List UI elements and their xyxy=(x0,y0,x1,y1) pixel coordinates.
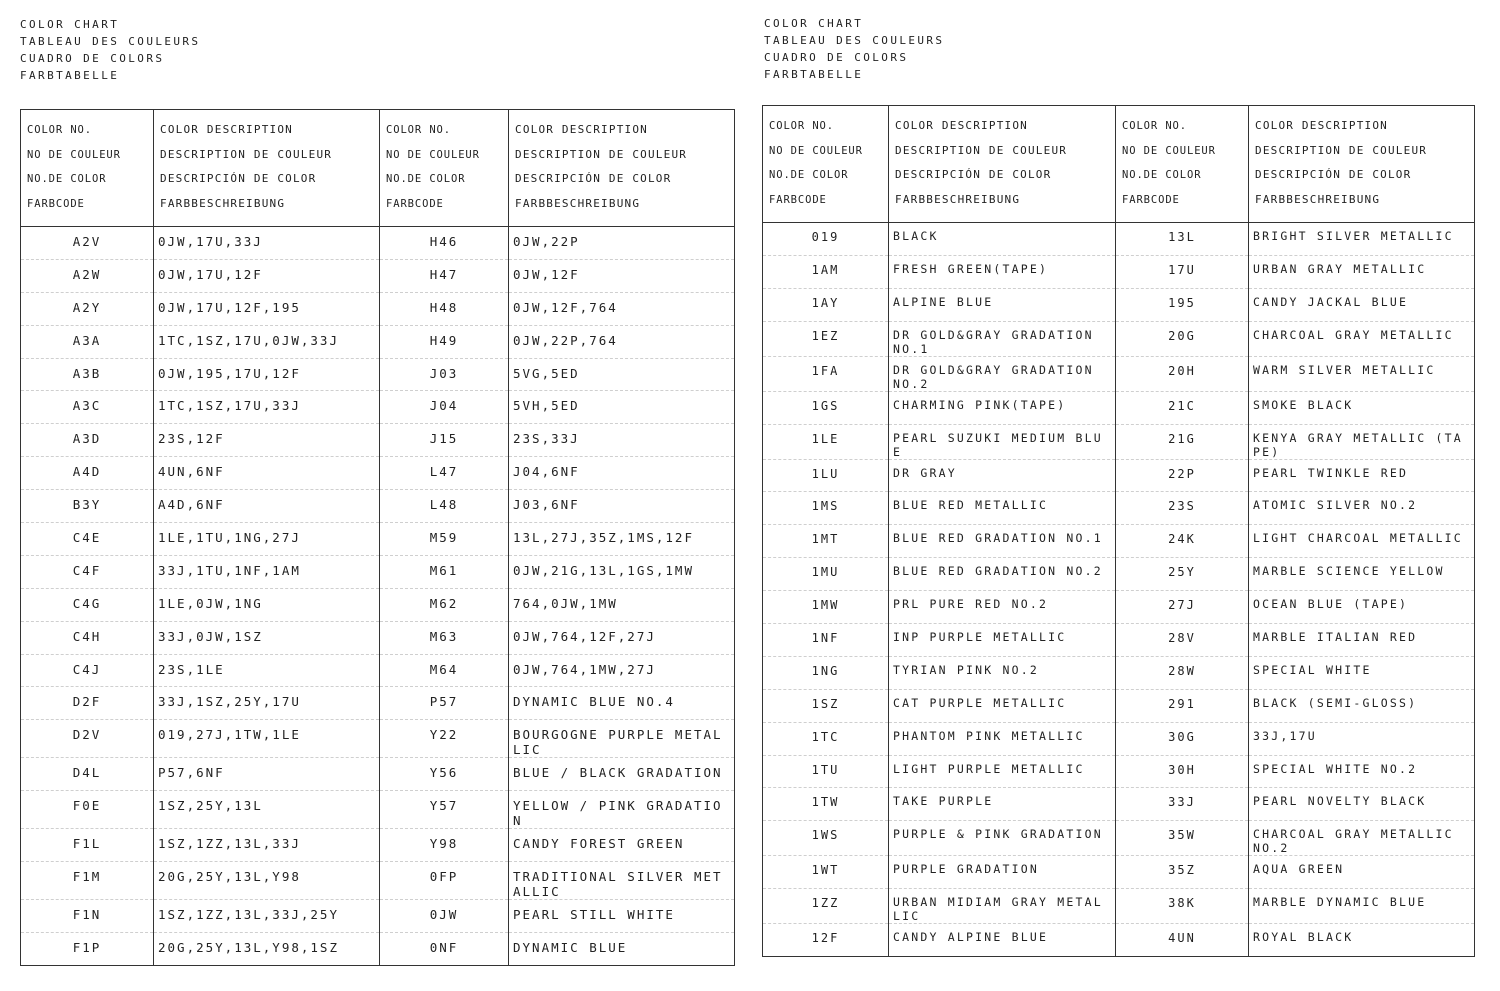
color-number-cell: 1AM xyxy=(763,255,889,288)
color-number-cell: C4F xyxy=(21,555,154,588)
color-number-cell: 1TU xyxy=(763,755,889,788)
color-description-header xyxy=(154,110,380,227)
color-number-cell: C4G xyxy=(21,588,154,621)
color-description-cell: 019,27J,1TW,1LE xyxy=(154,720,380,758)
color-description-cell: 0JW,12F xyxy=(509,259,735,292)
color-description-cell: SPECIAL WHITE NO.2 xyxy=(1249,755,1475,788)
color-description-cell: 13L,27J,35Z,1MS,12F xyxy=(509,523,735,556)
header-row xyxy=(763,106,1475,223)
color-number-cell: A3D xyxy=(21,424,154,457)
table-row xyxy=(763,558,1475,591)
color-number-cell: J04 xyxy=(380,391,509,424)
table-row xyxy=(21,490,735,523)
color-description-cell: 0JW,195,17U,12F xyxy=(154,358,380,391)
color-number-cell: 33J xyxy=(1116,788,1249,821)
table-row xyxy=(21,391,735,424)
table-row xyxy=(763,755,1475,788)
table-row xyxy=(21,259,735,292)
header-row xyxy=(21,110,735,227)
color-description-cell: SPECIAL WHITE xyxy=(1249,656,1475,689)
color-number-cell: D4L xyxy=(21,758,154,791)
color-number-cell: 35Z xyxy=(1116,856,1249,889)
color-description-cell: 0JW,764,1MW,27J xyxy=(509,654,735,687)
color-number-cell: J03 xyxy=(380,358,509,391)
color-number-cell: D2F xyxy=(21,687,154,720)
color-description-cell: 5VH,5ED xyxy=(509,391,735,424)
color-number-cell: 1NF xyxy=(763,624,889,657)
table-row xyxy=(763,288,1475,321)
chart-titles xyxy=(20,16,200,84)
header-line: NO DE COULEUR xyxy=(769,144,863,157)
color-description-cell: SMOKE BLACK xyxy=(1249,391,1475,424)
header-line: DESCRIPCIÓN DE COLOR xyxy=(895,168,1052,181)
color-number-cell: 21C xyxy=(1116,391,1249,424)
header-line: NO.DE COLOR xyxy=(27,173,107,185)
color-number-cell: M62 xyxy=(380,588,509,621)
color-description-cell: KENYA GRAY METALLIC (TAPE) xyxy=(1249,424,1475,459)
color-number-cell: 30H xyxy=(1116,755,1249,788)
color-number-cell: M64 xyxy=(380,654,509,687)
color-description-cell: 1SZ,1ZZ,13L,33J xyxy=(154,829,380,862)
header-line: DESCRIPTION DE COULEUR xyxy=(1255,143,1428,157)
color-number-cell: H47 xyxy=(380,259,509,292)
color-number-cell: A2V xyxy=(21,227,154,260)
table-row xyxy=(21,621,735,654)
table-row xyxy=(21,555,735,588)
color-description-cell: 33J,17U xyxy=(1249,722,1475,755)
color-number-cell: 35W xyxy=(1116,821,1249,856)
color-description-cell: FRESH GREEN(TAPE) xyxy=(889,255,1116,288)
header-line: NO.DE COLOR xyxy=(386,173,466,185)
color-description-cell: DR GOLD&GRAY GRADATION NO.2 xyxy=(889,356,1116,391)
color-description-cell: 4UN,6NF xyxy=(154,457,380,490)
color-description-cell: WARM SILVER METALLIC xyxy=(1249,356,1475,391)
color-number-header xyxy=(21,110,154,227)
color-description-cell: CAT PURPLE METALLIC xyxy=(889,689,1116,722)
color-number-cell: H49 xyxy=(380,325,509,358)
color-description-cell: TAKE PURPLE xyxy=(889,788,1116,821)
color-number-cell: D2V xyxy=(21,720,154,758)
table-row xyxy=(763,492,1475,525)
color-description-cell: DR GRAY xyxy=(889,459,1116,492)
color-description-cell: 1SZ,1ZZ,13L,33J,25Y xyxy=(154,900,380,933)
table-row xyxy=(763,591,1475,624)
color-number-cell: 019 xyxy=(763,223,889,256)
color-description-cell: BLUE / BLACK GRADATION xyxy=(509,758,735,791)
table-row xyxy=(21,424,735,457)
header-line: DESCRIPCIÓN DE COLOR xyxy=(1255,168,1412,181)
title-french: TABLEAU DES COULEURS xyxy=(764,34,945,47)
color-description-cell: AQUA GREEN xyxy=(1249,856,1475,889)
color-description-cell: 20G,25Y,13L,Y98,1SZ xyxy=(154,933,380,966)
color-number-header xyxy=(380,110,509,227)
color-description-cell: ROYAL BLACK xyxy=(1249,924,1475,957)
color-description-cell: PRL PURE RED NO.2 xyxy=(889,591,1116,624)
color-description-cell: TYRIAN PINK NO.2 xyxy=(889,656,1116,689)
color-description-cell: PEARL TWINKLE RED xyxy=(1249,459,1475,492)
color-description-cell: BRIGHT SILVER METALLIC xyxy=(1249,223,1475,256)
color-number-cell: 1TW xyxy=(763,788,889,821)
table-row xyxy=(763,722,1475,755)
table-row xyxy=(21,292,735,325)
color-description-cell: PEARL STILL WHITE xyxy=(509,900,735,933)
color-number-cell: 20G xyxy=(1116,321,1249,356)
color-description-cell: 33J,0JW,1SZ xyxy=(154,621,380,654)
color-description-cell: YELLOW / PINK GRADATION xyxy=(509,791,735,829)
color-number-cell: A2W xyxy=(21,259,154,292)
header-line: COLOR DESCRIPTION xyxy=(895,119,1028,132)
color-number-cell: B3Y xyxy=(21,490,154,523)
title-german: FARBTABELLE xyxy=(20,69,120,82)
table-row xyxy=(21,933,735,966)
color-number-cell: 1GS xyxy=(763,391,889,424)
color-number-cell: 30G xyxy=(1116,722,1249,755)
color-number-cell: 24K xyxy=(1116,525,1249,558)
color-description-cell: BLACK xyxy=(889,223,1116,256)
title-german: FARBTABELLE xyxy=(764,68,864,81)
color-description-cell: 1TC,1SZ,17U,33J xyxy=(154,391,380,424)
color-description-cell: 23S,33J xyxy=(509,424,735,457)
table-row xyxy=(21,457,735,490)
color-description-cell: 0JW,17U,12F xyxy=(154,259,380,292)
color-description-cell: URBAN GRAY METALLIC xyxy=(1249,255,1475,288)
table-row xyxy=(763,356,1475,391)
table-row xyxy=(763,656,1475,689)
color-description-cell: 0JW,22P xyxy=(509,227,735,260)
table-row xyxy=(21,758,735,791)
color-description-cell: A4D,6NF xyxy=(154,490,380,523)
table-row xyxy=(763,424,1475,459)
color-description-cell: J04,6NF xyxy=(509,457,735,490)
header-line: FARBCODE xyxy=(27,197,85,210)
header-line: COLOR NO. xyxy=(386,124,451,136)
color-number-cell: 195 xyxy=(1116,288,1249,321)
color-description-cell: 1SZ,25Y,13L xyxy=(154,791,380,829)
color-number-cell: 12F xyxy=(763,924,889,957)
color-number-cell: 1TC xyxy=(763,722,889,755)
table-row xyxy=(763,459,1475,492)
color-number-cell: 21G xyxy=(1116,424,1249,459)
table-row xyxy=(763,856,1475,889)
color-number-cell: 17U xyxy=(1116,255,1249,288)
color-number-cell: 1MU xyxy=(763,558,889,591)
color-description-cell: CHARCOAL GRAY METALLIC xyxy=(1249,321,1475,356)
table-row xyxy=(21,358,735,391)
table-row xyxy=(763,624,1475,657)
header-line: DESCRIPCIÓN DE COLOR xyxy=(515,172,672,185)
chart-titles xyxy=(764,15,944,83)
color-description-cell: TRADITIONAL SILVER METALLIC xyxy=(509,862,735,900)
color-description-cell: 23S,1LE xyxy=(154,654,380,687)
color-number-cell: 1LE xyxy=(763,424,889,459)
table-row xyxy=(763,889,1475,924)
color-number-cell: 13L xyxy=(1116,223,1249,256)
color-number-cell: 0NF xyxy=(380,933,509,966)
color-description-cell: PEARL SUZUKI MEDIUM BLUE xyxy=(889,424,1116,459)
color-description-cell: MARBLE DYNAMIC BLUE xyxy=(1249,889,1475,924)
color-number-cell: Y56 xyxy=(380,758,509,791)
header-line: DESCRIPTION DE COULEUR xyxy=(895,143,1068,157)
title-spanish: CUADRO DE COLORS xyxy=(764,51,909,64)
table-row xyxy=(21,687,735,720)
color-description-cell: LIGHT PURPLE METALLIC xyxy=(889,755,1116,788)
header-line: COLOR DESCRIPTION xyxy=(515,123,648,136)
table-row xyxy=(763,321,1475,356)
header-line: FARBCODE xyxy=(769,193,827,206)
header-line: NO DE COULEUR xyxy=(1122,144,1216,157)
table-row xyxy=(21,900,735,933)
color-description-cell: MARBLE SCIENCE YELLOW xyxy=(1249,558,1475,591)
header-line: FARBBESCHREIBUNG xyxy=(160,196,286,210)
color-description-cell: 0JW,17U,12F,195 xyxy=(154,292,380,325)
color-number-cell: C4E xyxy=(21,523,154,556)
color-description-cell: PURPLE & PINK GRADATION xyxy=(889,821,1116,856)
color-description-cell: OCEAN BLUE (TAPE) xyxy=(1249,591,1475,624)
color-number-cell: L48 xyxy=(380,490,509,523)
color-number-cell: F1P xyxy=(21,933,154,966)
color-description-cell: BOURGOGNE PURPLE METALLIC xyxy=(509,720,735,758)
color-number-cell: 28W xyxy=(1116,656,1249,689)
color-description-cell: PHANTOM PINK METALLIC xyxy=(889,722,1116,755)
color-description-cell: CANDY FOREST GREEN xyxy=(509,829,735,862)
header-line: FARBBESCHREIBUNG xyxy=(515,196,641,210)
color-number-cell: 1MW xyxy=(763,591,889,624)
color-description-cell: CANDY ALPINE BLUE xyxy=(889,924,1116,957)
color-description-cell: INP PURPLE METALLIC xyxy=(889,624,1116,657)
color-description-cell: 1LE,0JW,1NG xyxy=(154,588,380,621)
color-number-cell: 291 xyxy=(1116,689,1249,722)
table-row xyxy=(763,788,1475,821)
color-chart-table xyxy=(20,109,735,966)
color-number-cell: 1EZ xyxy=(763,321,889,356)
color-description-cell: BLUE RED METALLIC xyxy=(889,492,1116,525)
header-line: COLOR NO. xyxy=(1122,120,1187,132)
color-number-cell: 1SZ xyxy=(763,689,889,722)
color-number-cell: 1FA xyxy=(763,356,889,391)
header-line: FARBBESCHREIBUNG xyxy=(895,192,1021,206)
color-description-cell: MARBLE ITALIAN RED xyxy=(1249,624,1475,657)
title-french: TABLEAU DES COULEURS xyxy=(20,35,201,48)
table-row xyxy=(763,821,1475,856)
color-number-cell: L47 xyxy=(380,457,509,490)
color-number-cell: M63 xyxy=(380,621,509,654)
color-number-cell: J15 xyxy=(380,424,509,457)
color-description-cell: P57,6NF xyxy=(154,758,380,791)
color-description-cell: 0JW,21G,13L,1GS,1MW xyxy=(509,555,735,588)
color-number-header xyxy=(763,106,889,223)
color-description-cell: DYNAMIC BLUE xyxy=(509,933,735,966)
table-row xyxy=(763,223,1475,256)
header-line: DESCRIPTION DE COULEUR xyxy=(160,147,333,161)
table-row xyxy=(763,525,1475,558)
color-chart-table xyxy=(762,105,1475,957)
table-row xyxy=(21,720,735,758)
color-description-cell: 23S,12F xyxy=(154,424,380,457)
color-description-cell: PURPLE GRADATION xyxy=(889,856,1116,889)
color-description-cell: 764,0JW,1MW xyxy=(509,588,735,621)
color-description-cell: CHARMING PINK(TAPE) xyxy=(889,391,1116,424)
color-number-cell: 1MT xyxy=(763,525,889,558)
color-number-cell: C4J xyxy=(21,654,154,687)
header-line: FARBCODE xyxy=(386,197,444,210)
header-line: NO.DE COLOR xyxy=(1122,169,1202,181)
color-number-cell: F1L xyxy=(21,829,154,862)
table-row xyxy=(21,654,735,687)
color-number-cell: 1MS xyxy=(763,492,889,525)
color-description-cell: 33J,1SZ,25Y,17U xyxy=(154,687,380,720)
color-description-cell: CHARCOAL GRAY METALLIC NO.2 xyxy=(1249,821,1475,856)
table-row xyxy=(763,689,1475,722)
header-line: COLOR NO. xyxy=(769,120,834,132)
color-number-cell: H48 xyxy=(380,292,509,325)
color-description-cell: URBAN MIDIAM GRAY METALLIC xyxy=(889,889,1116,924)
color-number-cell: 1LU xyxy=(763,459,889,492)
color-number-cell: 0FP xyxy=(380,862,509,900)
table-row xyxy=(21,829,735,862)
color-number-cell: 22P xyxy=(1116,459,1249,492)
header-line: COLOR DESCRIPTION xyxy=(1255,119,1388,132)
color-number-cell: 4UN xyxy=(1116,924,1249,957)
color-number-cell: Y98 xyxy=(380,829,509,862)
table-row xyxy=(21,791,735,829)
color-description-cell: 5VG,5ED xyxy=(509,358,735,391)
color-description-cell: BLUE RED GRADATION NO.2 xyxy=(889,558,1116,591)
color-description-cell: BLACK (SEMI-GLOSS) xyxy=(1249,689,1475,722)
color-number-cell: A3C xyxy=(21,391,154,424)
color-number-cell: 28V xyxy=(1116,624,1249,657)
color-number-cell: 1NG xyxy=(763,656,889,689)
header-line: DESCRIPTION DE COULEUR xyxy=(515,147,688,161)
color-number-cell: F1M xyxy=(21,862,154,900)
header-line: NO DE COULEUR xyxy=(386,148,480,161)
color-number-header xyxy=(1116,106,1249,223)
color-description-cell: LIGHT CHARCOAL METALLIC xyxy=(1249,525,1475,558)
color-description-cell: BLUE RED GRADATION NO.1 xyxy=(889,525,1116,558)
color-description-header xyxy=(889,106,1116,223)
color-number-cell: M59 xyxy=(380,523,509,556)
color-number-cell: 1AY xyxy=(763,288,889,321)
color-number-cell: F1N xyxy=(21,900,154,933)
color-description-cell: PEARL NOVELTY BLACK xyxy=(1249,788,1475,821)
color-number-cell: P57 xyxy=(380,687,509,720)
header-line: DESCRIPCIÓN DE COLOR xyxy=(160,172,317,185)
color-description-cell: J03,6NF xyxy=(509,490,735,523)
title-english: COLOR CHART xyxy=(20,18,120,31)
table-row xyxy=(21,227,735,260)
color-description-cell: 0JW,17U,33J xyxy=(154,227,380,260)
table-row xyxy=(21,588,735,621)
table-row xyxy=(21,523,735,556)
header-line: FARBCODE xyxy=(1122,193,1180,206)
color-number-cell: 1WS xyxy=(763,821,889,856)
color-number-cell: 25Y xyxy=(1116,558,1249,591)
header-line: NO.DE COLOR xyxy=(769,169,849,181)
color-number-cell: 1WT xyxy=(763,856,889,889)
color-number-cell: A2Y xyxy=(21,292,154,325)
color-description-cell: 0JW,22P,764 xyxy=(509,325,735,358)
color-number-cell: 1ZZ xyxy=(763,889,889,924)
color-description-cell: 1TC,1SZ,17U,0JW,33J xyxy=(154,325,380,358)
table-row xyxy=(763,391,1475,424)
color-number-cell: 38K xyxy=(1116,889,1249,924)
color-description-cell: 33J,1TU,1NF,1AM xyxy=(154,555,380,588)
table-row xyxy=(763,924,1475,957)
color-description-cell: 0JW,764,12F,27J xyxy=(509,621,735,654)
color-description-cell: 0JW,12F,764 xyxy=(509,292,735,325)
color-description-header xyxy=(1249,106,1475,223)
left-table-body xyxy=(21,227,735,966)
header-line: FARBBESCHREIBUNG xyxy=(1255,192,1381,206)
table-row xyxy=(763,255,1475,288)
color-number-cell: 20H xyxy=(1116,356,1249,391)
color-number-cell: A3B xyxy=(21,358,154,391)
title-english: COLOR CHART xyxy=(764,17,864,30)
color-number-cell: 0JW xyxy=(380,900,509,933)
color-number-cell: 27J xyxy=(1116,591,1249,624)
color-description-cell: 20G,25Y,13L,Y98 xyxy=(154,862,380,900)
color-description-cell: DR GOLD&GRAY GRADATION NO.1 xyxy=(889,321,1116,356)
header-line: NO DE COULEUR xyxy=(27,148,121,161)
header-line: COLOR NO. xyxy=(27,124,92,136)
color-description-header xyxy=(509,110,735,227)
color-number-cell: 23S xyxy=(1116,492,1249,525)
title-spanish: CUADRO DE COLORS xyxy=(20,52,165,65)
color-number-cell: F0E xyxy=(21,791,154,829)
header-line: COLOR DESCRIPTION xyxy=(160,123,293,136)
color-description-cell: ALPINE BLUE xyxy=(889,288,1116,321)
color-description-cell: DYNAMIC BLUE NO.4 xyxy=(509,687,735,720)
table-row xyxy=(21,862,735,900)
color-description-cell: ATOMIC SILVER NO.2 xyxy=(1249,492,1475,525)
color-number-cell: Y57 xyxy=(380,791,509,829)
right-table-body xyxy=(763,223,1475,957)
color-number-cell: Y22 xyxy=(380,720,509,758)
color-number-cell: A4D xyxy=(21,457,154,490)
color-number-cell: A3A xyxy=(21,325,154,358)
color-description-cell: CANDY JACKAL BLUE xyxy=(1249,288,1475,321)
color-number-cell: M61 xyxy=(380,555,509,588)
color-description-cell: 1LE,1TU,1NG,27J xyxy=(154,523,380,556)
color-number-cell: H46 xyxy=(380,227,509,260)
table-row xyxy=(21,325,735,358)
color-number-cell: C4H xyxy=(21,621,154,654)
